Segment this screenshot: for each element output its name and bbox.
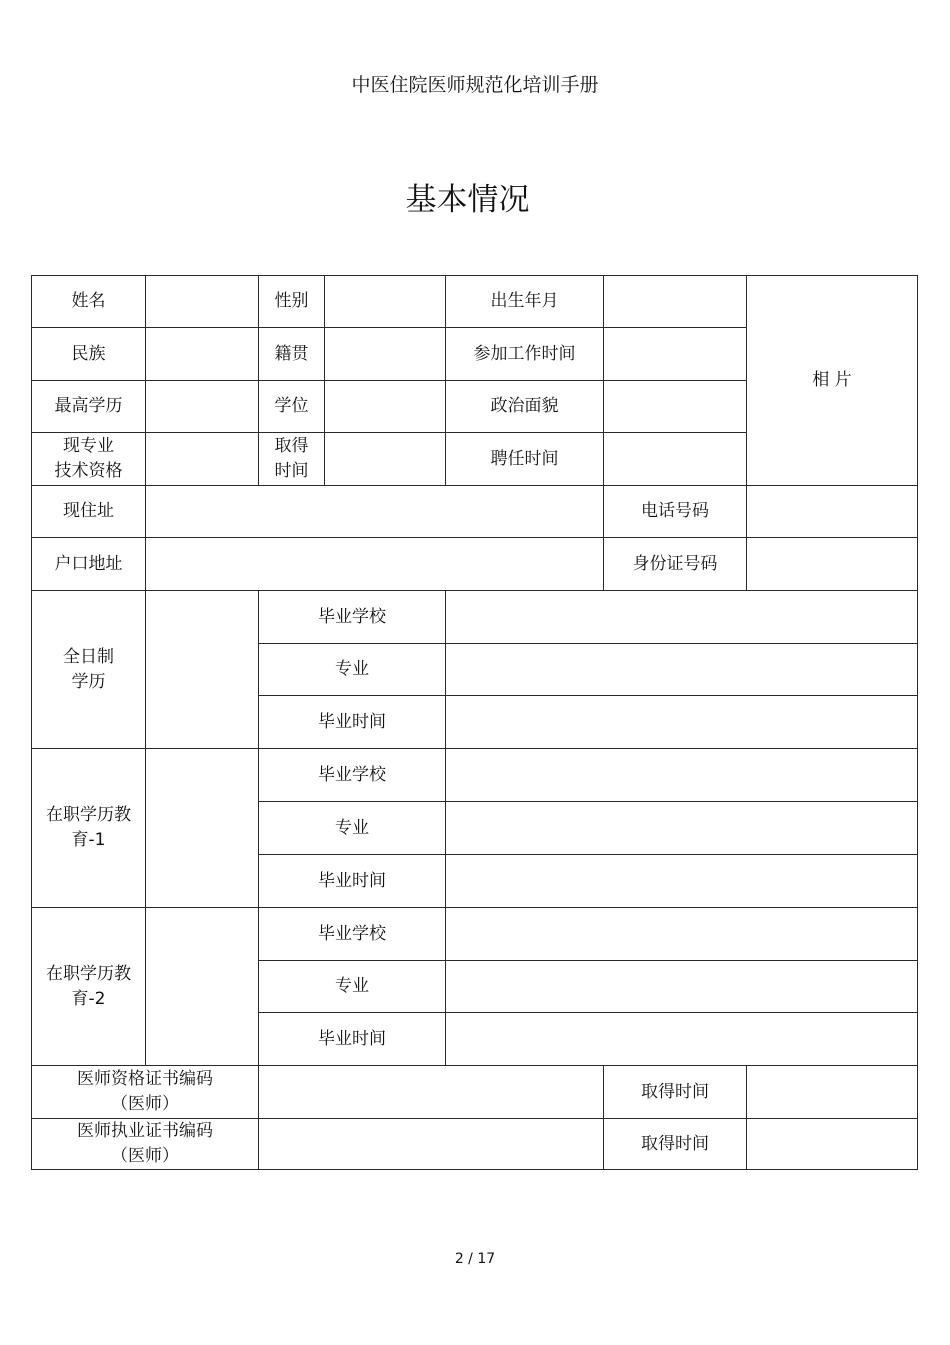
fulltime-school-field[interactable] bbox=[445, 590, 918, 644]
inservice1-major-field[interactable] bbox=[445, 801, 918, 855]
birth-date-field[interactable] bbox=[603, 275, 747, 328]
fulltime-education-label: 全日制 学历 bbox=[31, 590, 146, 749]
degree-label: 学位 bbox=[258, 380, 325, 433]
practice-cert-field[interactable] bbox=[258, 1118, 604, 1170]
gender-label: 性别 bbox=[258, 275, 325, 328]
qualification-cert-label: 医师资格证书编码 （医师） bbox=[31, 1065, 259, 1119]
obtained-time-label: 取得 时间 bbox=[258, 432, 325, 486]
fulltime-major-field[interactable] bbox=[445, 643, 918, 696]
inservice-education-2-field[interactable] bbox=[145, 907, 259, 1066]
degree-field[interactable] bbox=[324, 380, 446, 433]
phone-label: 电话号码 bbox=[603, 485, 747, 538]
household-address-field[interactable] bbox=[145, 537, 604, 591]
name-label: 姓名 bbox=[31, 275, 146, 328]
inservice2-school-field[interactable] bbox=[445, 907, 918, 961]
inservice-education-1-label: 在职学历教 育-1 bbox=[31, 748, 146, 908]
inservice1-school-field[interactable] bbox=[445, 748, 918, 802]
qualification-label: 现专业 技术资格 bbox=[31, 432, 146, 486]
qualification-cert-field[interactable] bbox=[258, 1065, 604, 1119]
practice-cert-time-label: 取得时间 bbox=[603, 1118, 747, 1170]
appointment-time-label: 聘任时间 bbox=[445, 432, 604, 486]
id-number-field[interactable] bbox=[746, 537, 918, 591]
household-address-label: 户口地址 bbox=[31, 537, 146, 591]
inservice1-school-label: 毕业学校 bbox=[258, 748, 446, 802]
inservice2-grad-time-field[interactable] bbox=[445, 1012, 918, 1066]
political-status-field[interactable] bbox=[603, 380, 747, 433]
photo-box[interactable]: 相 片 bbox=[746, 275, 918, 486]
obtained-time-field[interactable] bbox=[324, 432, 446, 486]
id-number-label: 身份证号码 bbox=[603, 537, 747, 591]
education-label: 最高学历 bbox=[31, 380, 146, 433]
fulltime-education-field[interactable] bbox=[145, 590, 259, 749]
qualification-cert-time-label: 取得时间 bbox=[603, 1065, 747, 1119]
appointment-time-field[interactable] bbox=[603, 432, 747, 486]
inservice2-major-label: 专业 bbox=[258, 960, 446, 1013]
page-number: 2 / 17 bbox=[454, 1251, 496, 1267]
inservice1-grad-time-field[interactable] bbox=[445, 854, 918, 908]
ethnicity-field[interactable] bbox=[145, 327, 259, 381]
document-header: 中医住院医师规范化培训手册 bbox=[351, 74, 599, 96]
fulltime-grad-time-field[interactable] bbox=[445, 695, 918, 749]
inservice2-major-field[interactable] bbox=[445, 960, 918, 1013]
qualification-field[interactable] bbox=[145, 432, 259, 486]
fulltime-grad-time-label: 毕业时间 bbox=[258, 695, 446, 749]
work-start-field[interactable] bbox=[603, 327, 747, 381]
native-place-label: 籍贯 bbox=[258, 327, 325, 381]
education-field[interactable] bbox=[145, 380, 259, 433]
name-field[interactable] bbox=[145, 275, 259, 328]
native-place-field[interactable] bbox=[324, 327, 446, 381]
inservice-education-1-field[interactable] bbox=[145, 748, 259, 908]
inservice1-major-label: 专业 bbox=[258, 801, 446, 855]
inservice2-school-label: 毕业学校 bbox=[258, 907, 446, 961]
address-field[interactable] bbox=[145, 485, 604, 538]
work-start-label: 参加工作时间 bbox=[445, 327, 604, 381]
fulltime-major-label: 专业 bbox=[258, 643, 446, 696]
birth-date-label: 出生年月 bbox=[445, 275, 604, 328]
qualification-cert-time-field[interactable] bbox=[746, 1065, 918, 1119]
inservice1-grad-time-label: 毕业时间 bbox=[258, 854, 446, 908]
inservice-education-2-label: 在职学历教 育-2 bbox=[31, 907, 146, 1066]
address-label: 现住址 bbox=[31, 485, 146, 538]
political-status-label: 政治面貌 bbox=[445, 380, 604, 433]
gender-field[interactable] bbox=[324, 275, 446, 328]
inservice2-grad-time-label: 毕业时间 bbox=[258, 1012, 446, 1066]
practice-cert-time-field[interactable] bbox=[746, 1118, 918, 1170]
phone-field[interactable] bbox=[746, 485, 918, 538]
fulltime-school-label: 毕业学校 bbox=[258, 590, 446, 644]
page-title: 基本情况 bbox=[405, 182, 530, 218]
ethnicity-label: 民族 bbox=[31, 327, 146, 381]
practice-cert-label: 医师执业证书编码 （医师） bbox=[31, 1118, 259, 1170]
